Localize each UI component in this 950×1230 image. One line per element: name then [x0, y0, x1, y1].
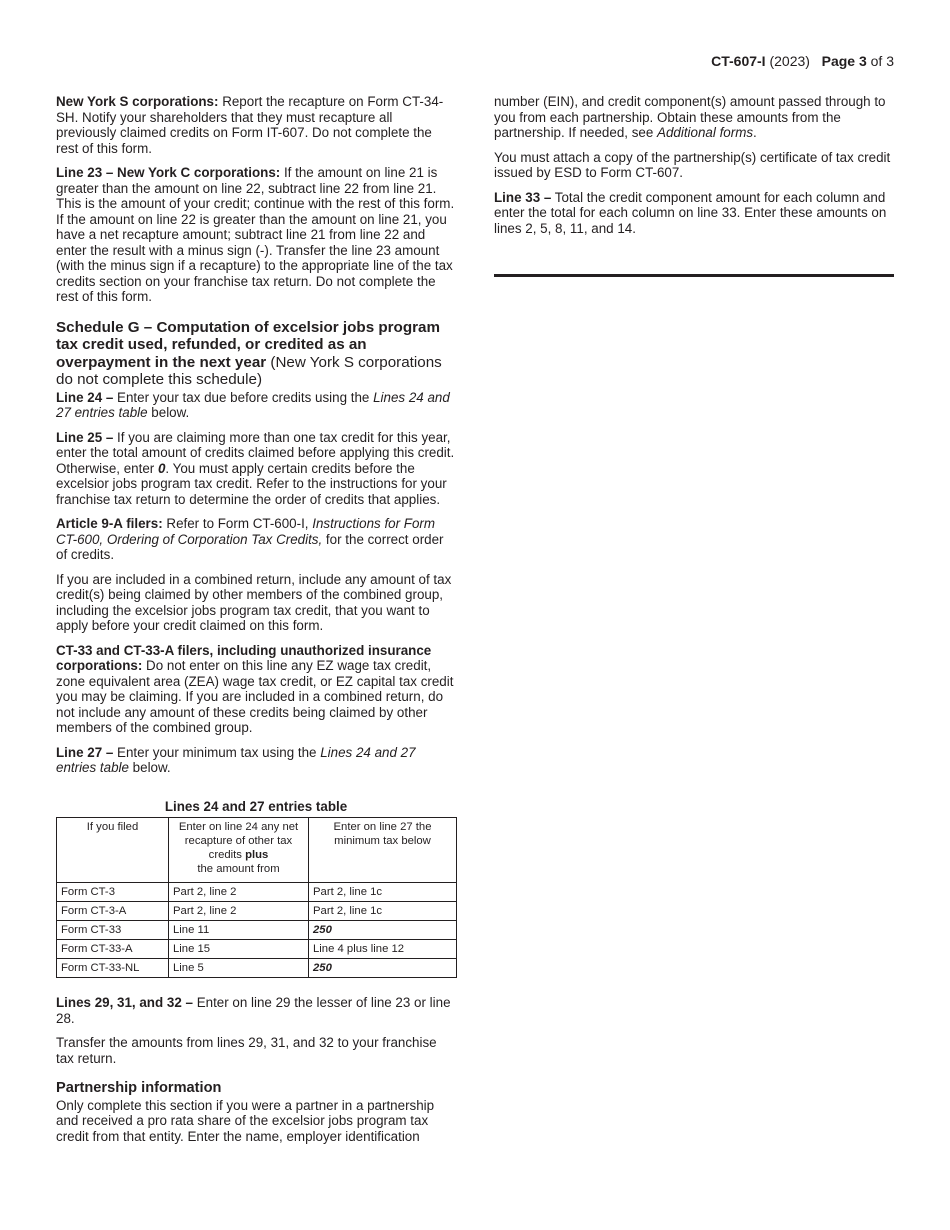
right-column: [494, 94, 894, 245]
table-row: Form CT-3 Part 2, line 2 Part 2, line 1c: [57, 883, 457, 902]
form-year: (2023): [769, 53, 810, 69]
line-23-paragraph: Line 23 – New York C corporations: If the amount on line 21 is greater than the amount on line 22, subtract line 22 from line 21. This is the amount of your credit; continue with the rest of this form. If the amount on line 22 is greater than the amount on line 21, you have a net recapture amount; subtract line 21 from line 22 and enter the result with a minus sign (-). Transfer the line 23 amount (with the minus sign if a recapture) to the appropriate line of the tax credits section on your franchise tax return. Do not complete the rest of this form.: [56, 165, 455, 304]
table-row: Form CT-3-A Part 2, line 2 Part 2, line 1c: [57, 902, 457, 921]
attach-certificate-paragraph: You must attach a copy of the partnership(s) certificate of tax credit issued by ESD to Form CT-607.: [494, 149, 891, 180]
end-of-section-rule: [494, 274, 894, 277]
ct-33-paragraph: CT-33 and CT-33-A filers, including unauthorized insurance corporations: Do not enter on this line any EZ wage tax credit, zone equivalent area (ZEA) wage tax credit, or EZ capital tax credit you may be claiming. If you are included in a combined return, do not include any amount of these credits being claimed by other members of the combined group.: [56, 642, 454, 735]
header-line-24: Enter on line 24 any net recapture of other tax credits plus the amount from: [169, 818, 309, 883]
article-9a-paragraph: Article 9-A filers: Refer to Form CT-600-I, Instructions for Form CT-600, Ordering of Corporation Tax Credits, for the correct order of credits.: [56, 516, 444, 562]
partnership-heading: Partnership information: [56, 1080, 222, 1096]
line-27-paragraph: Line 27 – Enter your minimum tax using the Lines 24 and 27 entries table below.: [56, 744, 416, 775]
combined-return-paragraph: If you are included in a combined return, include any amount of tax credit(s) being claimed by other members of the combined group, including the excelsior jobs program tax credit, that you want to apply before your credit claimed on this form.: [56, 571, 452, 633]
entries-table: [56, 817, 457, 978]
line-24-paragraph: Line 24 – Enter your tax due before credits using the Lines 24 and 27 entries table below.: [56, 389, 450, 420]
ny-s-corp-paragraph: New York S corporations: Report the recapture on Form CT-34-SH. Notify your shareholders that they must recapture all previously claimed credits on Form IT-607. Do not complete the rest of this form.: [56, 94, 444, 156]
form-number: CT-607-I: [711, 53, 766, 69]
table-header-row: [57, 818, 457, 883]
table-row: Form CT-33 Line 11 250: [57, 921, 457, 940]
page-total: of 3: [870, 53, 894, 69]
table-row: Form CT-33-NL Line 5 250: [57, 959, 457, 978]
left-column: [56, 94, 456, 1153]
entries-table-title: Lines 24 and 27 entries table: [164, 798, 348, 814]
line-25-paragraph: Line 25 – If you are claiming more than one tax credit for this year, enter the total amount of credits claimed before applying this credit. Otherwise, enter 0. You must apply certain credits before the excelsior jobs program tax credit. Refer to the instructions for your franchise tax return to determine the order of credits that applies.: [56, 429, 455, 507]
partnership-continued-paragraph: number (EIN), and credit component(s) amount passed through to you from each partnership. Obtain these amounts from the partnership. If needed, see Additional forms.: [494, 94, 886, 140]
transfer-paragraph: Transfer the amounts from lines 29, 31, and 32 to your franchise tax return.: [56, 1035, 437, 1066]
table-row: Form CT-33-A Line 15 Line 4 plus line 12: [57, 940, 457, 959]
schedule-g-heading: Schedule G – Computation of excelsior jobs program tax credit used, refunded, or credited as an overpayment in the next year (New York S corporations do not complete this schedule): [56, 318, 442, 388]
page-number: Page 3: [821, 53, 867, 69]
partnership-paragraph: Only complete this section if you were a partner in a partnership and received a pro rata share of the excelsior jobs program tax credit from that entity. Enter the name, employer identification: [56, 1097, 435, 1144]
header-line-27: Enter on line 27 the minimum tax below: [309, 818, 457, 883]
page-header: [711, 53, 894, 69]
header-if-you-filed: If you filed: [57, 818, 169, 883]
line-33-paragraph: Line 33 – Total the credit component amount for each column and enter the total for each column on line 33. Enter these amounts on lines 2, 5, 8, 11, and 14.: [494, 189, 887, 236]
lines-29-31-32-paragraph: Lines 29, 31, and 32 – Enter on line 29 the lesser of line 23 or line 28.: [56, 995, 451, 1026]
